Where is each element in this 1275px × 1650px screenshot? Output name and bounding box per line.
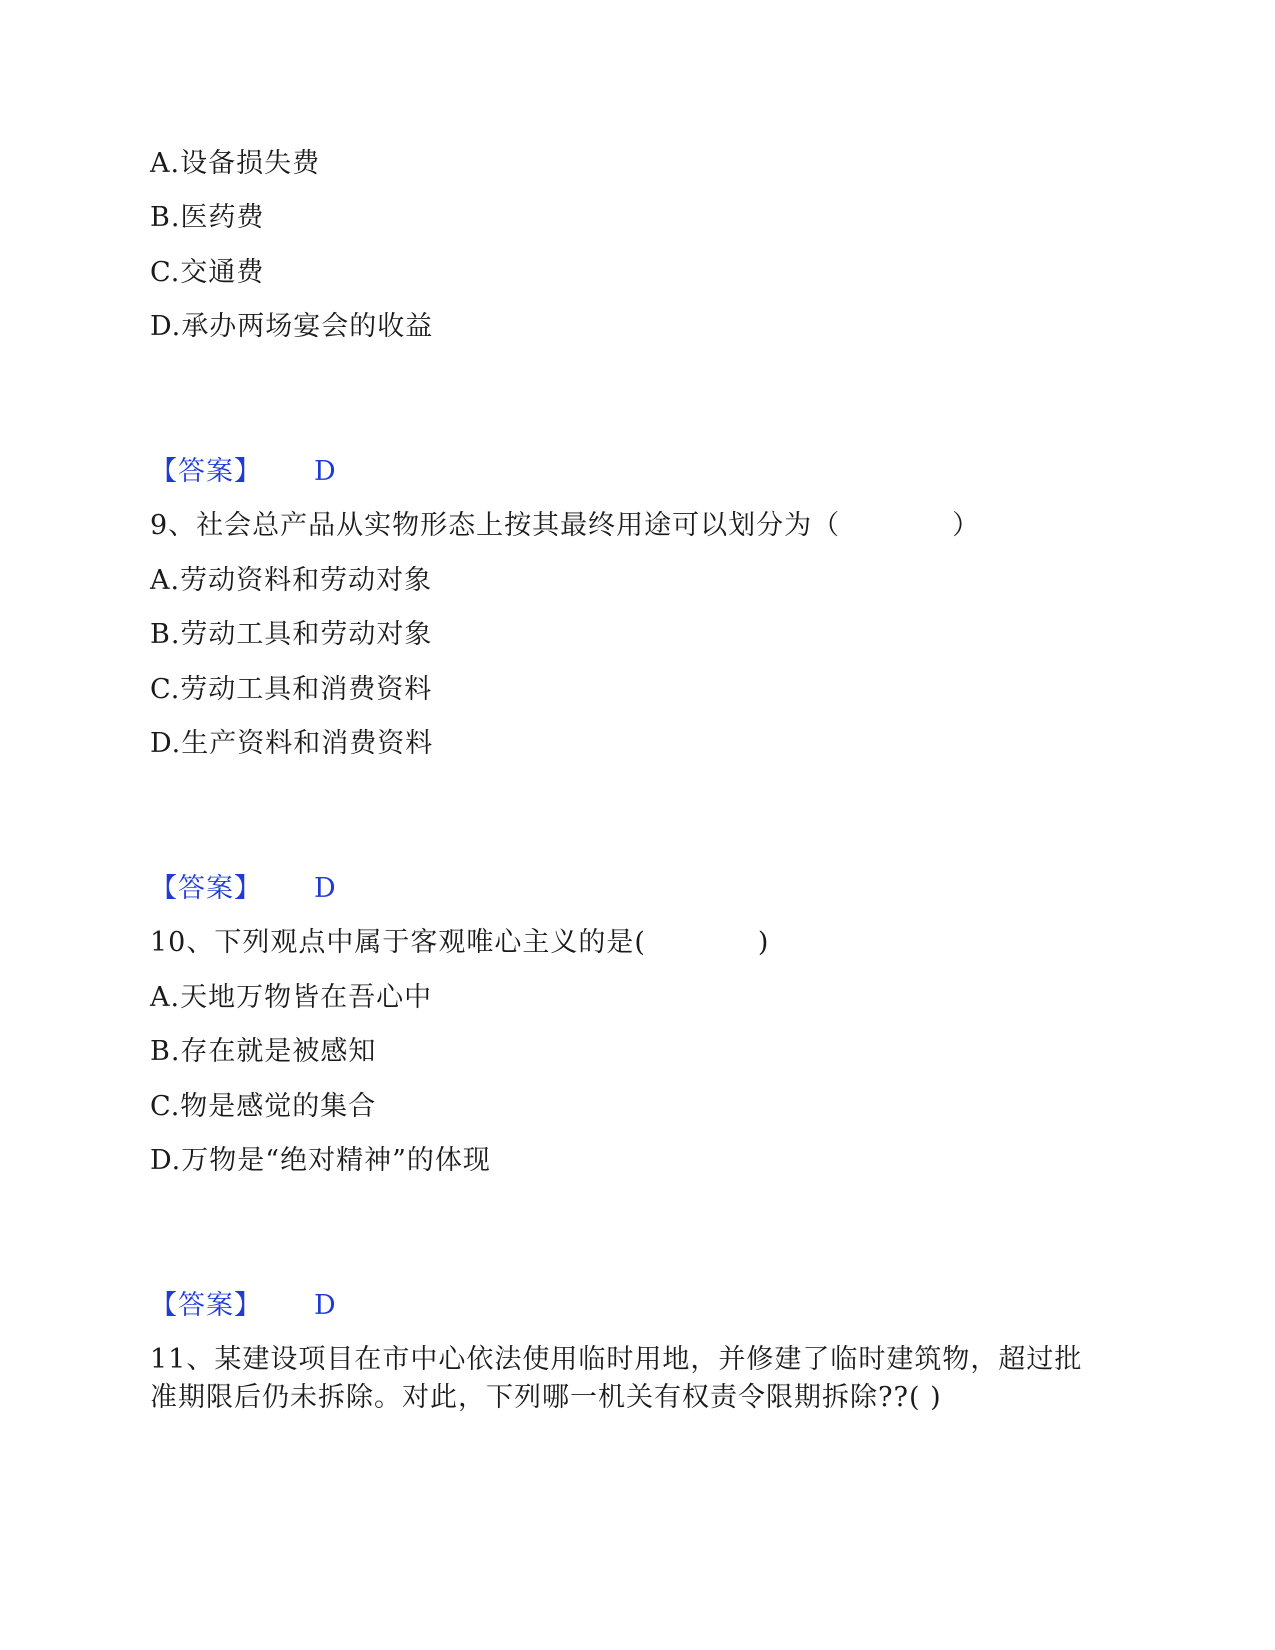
q10-option-c: C.物是感觉的集合 [150, 1091, 377, 1122]
q8-option-d: D.承办两场宴会的收益 [150, 311, 434, 342]
q8-option-a: A.设备损失费 [150, 148, 321, 179]
q8-answer [150, 455, 337, 489]
answer-value: D [314, 1290, 337, 1321]
q10-question: 10、下列观点中属于客观唯心主义的是( ) [150, 927, 770, 958]
q9-option-d: D.生产资料和消费资料 [150, 728, 434, 759]
q9-option-b: B.劳动工具和劳动对象 [150, 619, 433, 650]
q8-option-c: C.交通费 [150, 257, 265, 288]
q9-question: 9、社会总产品从实物形态上按其最终用途可以划分为（ ） [150, 510, 981, 541]
answer-label: 【答案】 [150, 1290, 262, 1321]
q9-option-c: C.劳动工具和消费资料 [150, 674, 433, 705]
answer-label: 【答案】 [150, 873, 262, 904]
q11-question-line-1: 11、某建设项目在市中心依法使用临时用地，并修建了临时建筑物，超过批 [150, 1344, 1083, 1375]
answer-label: 【答案】 [150, 456, 262, 487]
q8-option-b: B.医药费 [150, 202, 265, 233]
q10-option-a: A.天地万物皆在吾心中 [150, 982, 433, 1013]
q10-answer [150, 1289, 337, 1323]
answer-value: D [314, 456, 337, 487]
answer-value: D [314, 873, 337, 904]
q10-option-d: D.万物是“绝对精神”的体现 [150, 1145, 491, 1176]
q11-question-line-2: 准期限后仍未拆除。对此，下列哪一机关有权责令限期拆除??( ) [150, 1382, 942, 1413]
q10-option-b: B.存在就是被感知 [150, 1036, 377, 1067]
q9-option-a: A.劳动资料和劳动对象 [150, 565, 433, 596]
q9-answer [150, 872, 337, 906]
